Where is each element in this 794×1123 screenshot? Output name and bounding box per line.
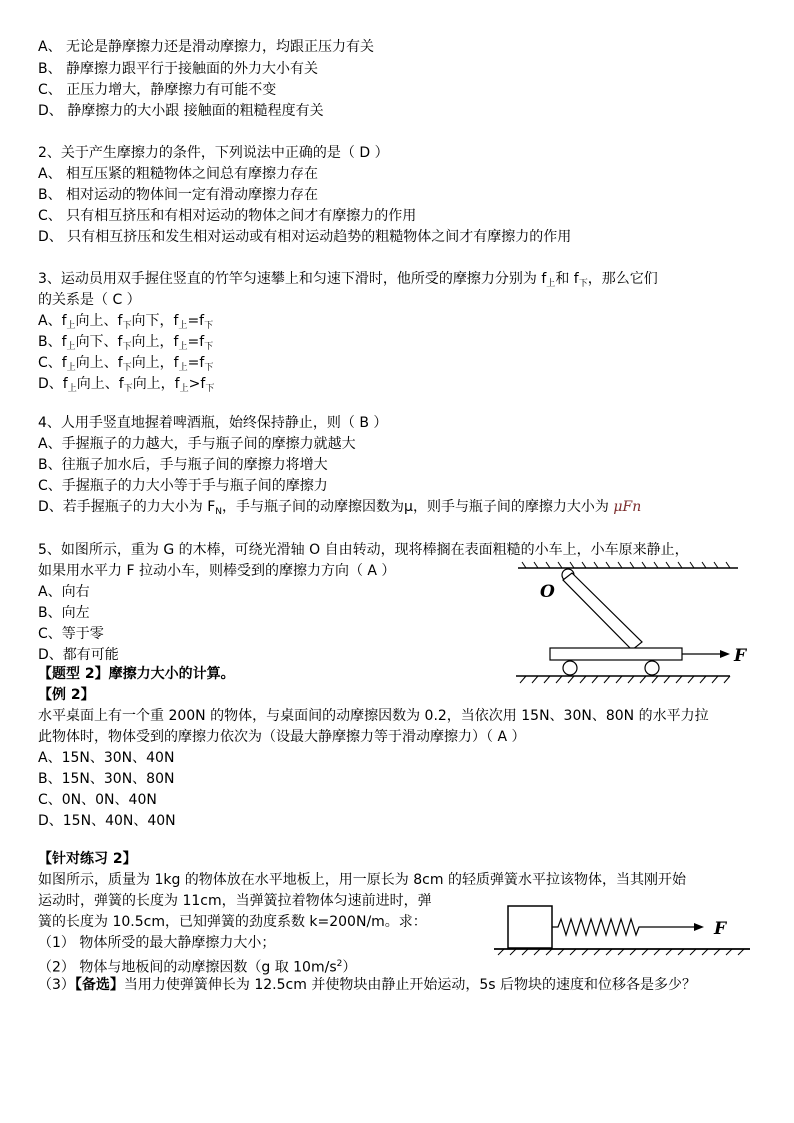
q1-option-c: C、 正压力增大，静摩擦力有可能不变 xyxy=(38,82,277,98)
force-arrow-head xyxy=(720,650,730,658)
block xyxy=(508,906,552,948)
spring-force-label-f: F xyxy=(714,919,727,939)
practice2-q3: （3）【备选】当用力使弹簧伸长为 12.5cm 并使物块由静止开始运动，5s 后物块的速度和位移各是多少？ xyxy=(38,977,696,993)
ex2-option-b: B、15N、30N、80N xyxy=(38,771,175,787)
q5-option-a: A、向右 xyxy=(38,584,90,600)
practice2-q2: （2） 物体与地板间的动摩擦因数（g 取 $10m/s^2$） xyxy=(38,959,357,976)
ceiling-hatch xyxy=(518,562,738,568)
spring-force-head xyxy=(694,923,704,931)
ex2-stem-line2: 此物体时，物体受到的摩擦力依次为（设最大静摩擦力等于滑动摩擦力）（ A ） xyxy=(38,729,526,745)
q4-option-b: B、往瓶子加水后，手与瓶子间的摩擦力将增大 xyxy=(38,457,328,473)
q3-option-a: A、$f_上$向上、$f_下$向下，$f_上=f_下$ xyxy=(38,313,214,331)
rod xyxy=(563,573,642,650)
practice2-line1: 如图所示，质量为 1kg 的物体放在水平地板上，用一原长为 8cm 的轻质弹簧水平拉该物体，当其刚开始 xyxy=(38,872,686,888)
example2-heading: 【例 2】 xyxy=(38,687,95,703)
pivot-label-o: O xyxy=(540,582,555,602)
friction-formula: μFn xyxy=(613,499,642,515)
practice2-line2: 运动时，弹簧的长度为 11cm，当弹簧拉着物体匀速前进时，弹 xyxy=(38,893,432,909)
q5-stem-line1: 5、如图所示，重为 G 的木棒，可绕光滑轴 O 自由转动，现将棒搁在表面粗糙的小车上，小车原来静止， xyxy=(38,542,689,558)
q4-option-c: C、手握瓶子的力大小等于手与瓶子间的摩擦力 xyxy=(38,478,328,494)
q2-option-a: A、 相互压紧的粗糙物体之间总有摩擦力存在 xyxy=(38,166,319,182)
practice2-q1: （1） 物体所受的最大静摩擦力大小； xyxy=(38,935,276,951)
q2-stem: 2、关于产生摩擦力的条件，下列说法中正确的是（ D ） xyxy=(38,145,389,161)
type2-heading: 【题型 2】摩擦力大小的计算。 xyxy=(38,666,235,682)
q1-option-d: D、 静摩擦力的大小跟 接触面的粗糙程度有关 xyxy=(38,103,324,119)
q1-option-a: A、 无论是静摩擦力还是滑动摩擦力，均跟正压力有关 xyxy=(38,39,375,55)
ground-hatch xyxy=(516,676,730,683)
q4-option-a: A、手握瓶子的力越大，手与瓶子间的摩擦力就越大 xyxy=(38,436,356,452)
ex2-option-d: D、15N、40N、40N xyxy=(38,813,176,829)
practice2-line3: 簧的长度为 10.5cm，已知弹簧的劲度系数 k=200N/m。求： xyxy=(38,914,427,930)
rod-cart-figure xyxy=(508,560,758,690)
spring-block-figure xyxy=(492,893,757,965)
q1-option-b: B、 静摩擦力跟平行于接触面的外力大小有关 xyxy=(38,61,319,77)
ex2-option-a: A、15N、30N、40N xyxy=(38,750,175,766)
cart-body xyxy=(550,648,682,660)
q5-stem-line2: 如果用水平力 F 拉动小车，则棒受到的摩擦力方向（ A ） xyxy=(38,563,396,579)
q2-option-c: C、 只有相互挤压和有相对运动的物体之间才有摩擦力的作用 xyxy=(38,208,417,224)
q2-option-d: D、 只有相互挤压和发生相对运动或有相对运动趋势的粗糙物体之间才有摩擦力的作用 xyxy=(38,229,572,245)
q5-option-b: B、向左 xyxy=(38,605,90,621)
q4-option-d: D、若手握瓶子的力大小为 $F_N$，手与瓶子间的动摩擦因数为μ，则手与瓶子间的摩擦力大小为 μFn xyxy=(38,499,642,517)
q3-option-c: C、$f_上$向上、$f_下$向上，$f_上=f_下$ xyxy=(38,355,214,373)
ex2-stem-line1: 水平桌面上有一个重 200N 的物体，与桌面间的动摩擦因数为 0.2，当依次用 15N、30N、80N 的水平力拉 xyxy=(38,708,709,724)
ex2-option-c: C、0N、0N、40N xyxy=(38,792,157,808)
q5-option-d: D、都有可能 xyxy=(38,647,119,663)
floor-hatch xyxy=(494,949,750,955)
q3-stem-line2: 的关系是（ C ） xyxy=(38,292,141,308)
q4-stem: 4、人用手竖直地握着啤酒瓶，始终保持静止，则（ B ） xyxy=(38,415,388,431)
q3-option-d: D、$f_上$向上、$f_下$向上，$f_上>f_下$ xyxy=(38,376,215,394)
spring xyxy=(552,919,644,935)
cart-wheel-right xyxy=(645,661,659,675)
q3-option-b: B、$f_上$向下、$f_下$向上，$f_上=f_下$ xyxy=(38,334,214,352)
q3-stem: 3、运动员用双手握住竖直的竹竿匀速攀上和匀速下滑时，他所受的摩擦力分别为 $f_上$和 $f_下$，那么它们 xyxy=(38,271,658,289)
practice2-heading: 【针对练习 2】 xyxy=(38,851,137,867)
cart-wheel-left xyxy=(563,661,577,675)
force-label-f: F xyxy=(734,646,747,666)
q5-option-c: C、等于零 xyxy=(38,626,104,642)
q2-option-b: B、 相对运动的物体间一定有滑动摩擦力存在 xyxy=(38,187,319,203)
